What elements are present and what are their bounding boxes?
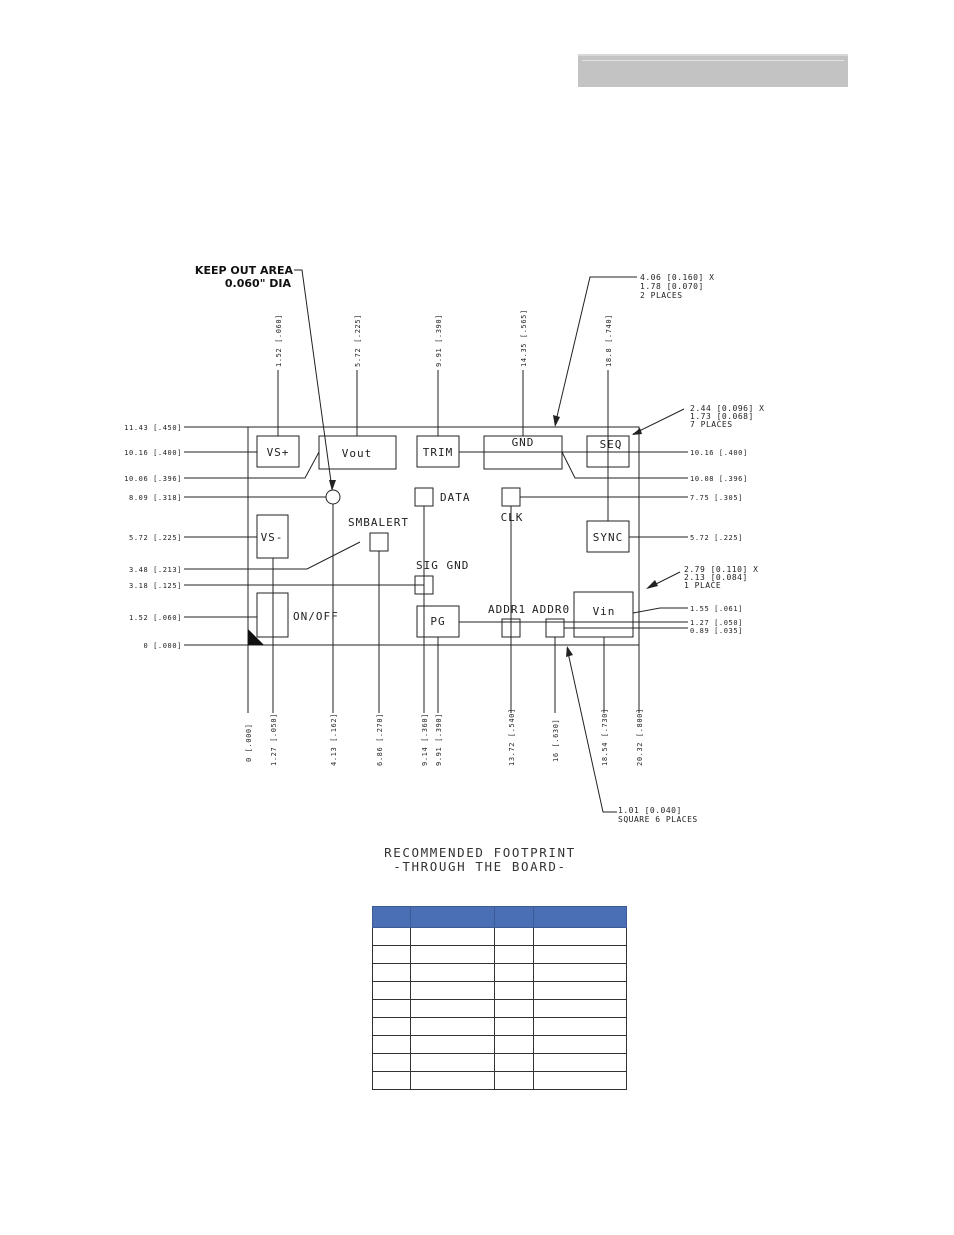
table-cell (373, 964, 411, 982)
gnd-size-note-2: 1.78 [0.070] (640, 282, 704, 291)
square-pad-note-2: SQUARE 6 PLACES (618, 815, 698, 824)
table-cell (411, 964, 495, 982)
gnd-size-note-3: 2 PLACES (640, 291, 683, 300)
right-dim-127: 1.27 [.050] (690, 619, 743, 627)
table-cell (411, 1054, 495, 1072)
pin-table-header-row (373, 907, 627, 928)
pin-table-header-cell (495, 907, 534, 928)
table-cell (495, 1036, 534, 1054)
square-pad-note-1: 1.01 [0.040] (618, 806, 682, 815)
table-row (373, 982, 627, 1000)
pin-label-pg: PG (430, 615, 446, 628)
pin-table (372, 906, 627, 1090)
left-dim-348: 3.48 [.213] (129, 566, 182, 574)
bottom-dim-0: 0 [.000] (245, 723, 253, 762)
table-row (373, 946, 627, 964)
bottom-dim-413: 4.13 [.162] (330, 713, 338, 766)
pin-label-data: DATA (440, 491, 471, 504)
pin-table-header-cell (373, 907, 411, 928)
bottom-dim-127: 1.27 [.050] (270, 713, 278, 766)
top-dim-vout: 5.72 [.225] (354, 314, 362, 367)
left-dim-0: 0 [.000] (143, 642, 182, 650)
table-cell (534, 982, 627, 1000)
table-cell (495, 1054, 534, 1072)
pin-table-header-cell (411, 907, 495, 928)
table-row (373, 1036, 627, 1054)
table-cell (495, 928, 534, 946)
table-row (373, 1018, 627, 1036)
left-dim-318: 3.18 [.125] (129, 582, 182, 590)
table-row (373, 928, 627, 946)
table-cell (534, 1072, 627, 1090)
bottom-dim-914: 9.14 [.360] (421, 713, 429, 766)
seq-size-note-3: 7 PLACES (690, 420, 733, 429)
pin-label-onoff: ON/OFF (293, 610, 339, 623)
pad-clk (502, 488, 520, 506)
keepout-label-1: KEEP OUT AREA (194, 264, 293, 277)
left-dim-572: 5.72 [.225] (129, 534, 182, 542)
keepout-leader (294, 270, 332, 489)
table-row (373, 1000, 627, 1018)
pin-table-body (373, 928, 627, 1090)
seq-size-note-1: 2.44 [0.096] X (690, 404, 765, 413)
table-cell (495, 982, 534, 1000)
table-cell (373, 1036, 411, 1054)
table-cell (411, 1018, 495, 1036)
right-dim-089: 0.89 [.035] (690, 627, 743, 635)
right-dim-775: 7.75 [.305] (690, 494, 743, 502)
left-dim-1006: 10.06 [.396] (124, 475, 182, 483)
pin-label-vout: Vout (341, 447, 373, 460)
pin-label-siggnd: SIG GND (416, 559, 470, 572)
table-cell (411, 946, 495, 964)
vin-size-note-3: 1 PLACE (684, 581, 722, 590)
pin-label-gnd: GND (511, 436, 535, 449)
table-cell (534, 928, 627, 946)
table-cell (534, 1054, 627, 1072)
right-dim-1016: 10.16 [.400] (690, 449, 748, 457)
pin-table-header-cell (534, 907, 627, 928)
right-dim-155: 1.55 [.061] (690, 605, 743, 613)
pin-label-vsminus: VS- (260, 531, 284, 544)
table-cell (534, 964, 627, 982)
left-dim-152: 1.52 [.060] (129, 614, 182, 622)
footprint-caption-line-1: RECOMMENDED FOOTPRINT (384, 845, 576, 860)
table-row (373, 1054, 627, 1072)
pin-label-sync: SYNC (592, 531, 624, 544)
table-cell (534, 1000, 627, 1018)
table-cell (495, 946, 534, 964)
pin-label-smbalert: SMBALERT (348, 516, 409, 529)
top-dim-gnd: 14.35 [.565] (520, 309, 528, 367)
pad-smbalert (370, 533, 388, 551)
table-cell (411, 982, 495, 1000)
pin-label-vin: Vin (592, 605, 616, 618)
right-dim-1008: 10.08 [.396] (690, 475, 748, 483)
bottom-dim-1854: 18.54 [.730] (601, 708, 609, 766)
table-cell (495, 1072, 534, 1090)
keepout-label-2: 0.060" DIA (224, 277, 291, 290)
bottom-dim-16: 16 [.630] (552, 718, 560, 762)
bottom-dim-1372: 13.72 [.540] (508, 708, 516, 766)
table-cell (373, 928, 411, 946)
table-row (373, 1072, 627, 1090)
left-dim-809: 8.09 [.318] (129, 494, 182, 502)
table-row (373, 964, 627, 982)
left-dim-1143: 11.43 [.450] (124, 424, 182, 432)
footprint-caption-line-2: -THROUGH THE BOARD- (393, 859, 567, 874)
table-cell (495, 964, 534, 982)
table-cell (411, 1072, 495, 1090)
left-dim-1016: 10.16 [.400] (124, 449, 182, 457)
pin-label-clk: CLK (500, 511, 524, 524)
table-cell (411, 1000, 495, 1018)
table-cell (495, 1018, 534, 1036)
table-cell (534, 1018, 627, 1036)
gnd-size-note-1: 4.06 [0.160] X (640, 273, 715, 282)
pin-label-addr1: ADDR1 (488, 603, 527, 616)
pad-data (415, 488, 433, 506)
table-cell (373, 1000, 411, 1018)
seq-size-note-2: 1.73 [0.068] (690, 412, 754, 421)
footprint-caption (330, 846, 630, 874)
top-dim-vsplus: 1.52 [.060] (275, 314, 283, 367)
table-cell (411, 928, 495, 946)
table-cell (373, 982, 411, 1000)
vin-size-note-1: 2.79 [0.110] X (684, 565, 759, 574)
keepout-circle (326, 490, 340, 504)
pin-label-addr0: ADDR0 (532, 603, 571, 616)
right-dim-572: 5.72 [.225] (690, 534, 743, 542)
table-cell (411, 1036, 495, 1054)
table-cell (373, 1018, 411, 1036)
table-cell (373, 1072, 411, 1090)
bottom-dim-686: 6.86 [.270] (376, 713, 384, 766)
pin-label-trim: TRIM (422, 446, 454, 459)
table-cell (534, 946, 627, 964)
table-cell (495, 1000, 534, 1018)
table-cell (373, 946, 411, 964)
top-dim-trim: 9.91 [.390] (435, 314, 443, 367)
pin-label-seq: SEQ (599, 438, 623, 451)
vin-size-note-2: 2.13 [0.084] (684, 573, 748, 582)
top-dim-seq: 18.8 [.740] (605, 314, 613, 367)
table-cell (373, 1054, 411, 1072)
bottom-dim-991: 9.91 [.390] (435, 713, 443, 766)
bottom-dim-2032: 20.32 [.800] (636, 708, 644, 766)
pin-label-vsplus: VS+ (266, 446, 290, 459)
table-cell (534, 1036, 627, 1054)
